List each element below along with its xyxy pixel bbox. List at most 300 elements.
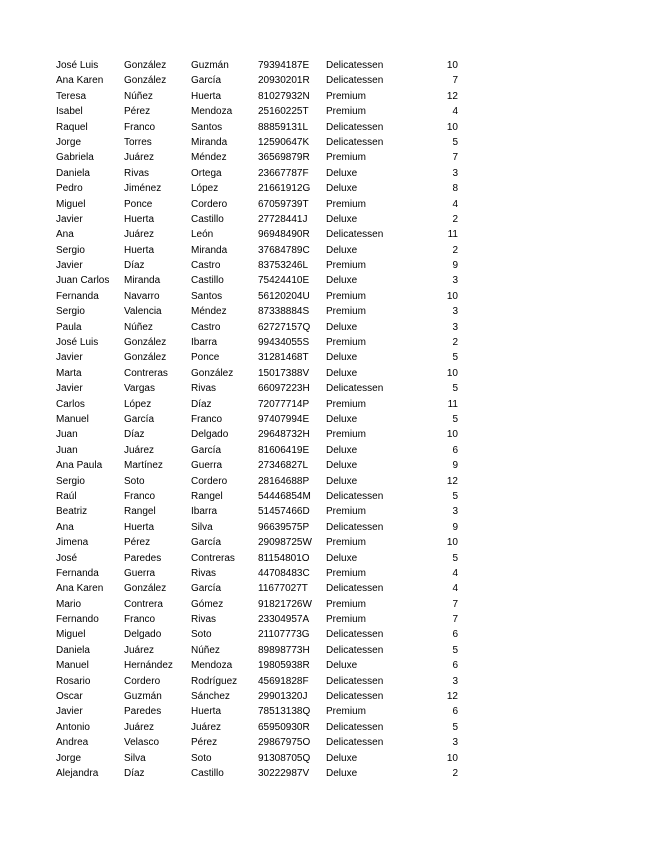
first-name-cell: Isabel — [56, 106, 83, 118]
second-surname-cell: Soto — [191, 752, 212, 764]
second-surname-cell: Castro — [191, 260, 221, 272]
first-surname-cell: Rangel — [124, 506, 156, 518]
quantity-cell: 6 — [452, 629, 458, 641]
quantity-cell: 5 — [452, 721, 458, 733]
category-cell: Deluxe — [326, 213, 358, 225]
category-cell: Premium — [326, 90, 367, 102]
category-cell: Delicatessen — [326, 136, 384, 148]
first-name-cell: Gabriela — [56, 152, 94, 164]
first-name-cell: Sergio — [56, 244, 85, 256]
second-surname-cell: Delgado — [191, 429, 229, 441]
first-name-cell: Ana — [56, 521, 74, 533]
category-cell: Deluxe — [326, 367, 358, 379]
category-cell: Delicatessen — [326, 121, 384, 133]
category-cell: Delicatessen — [326, 691, 384, 703]
category-cell: Delicatessen — [326, 383, 384, 395]
id-number-cell: 54446854M — [258, 490, 311, 502]
first-surname-cell: García — [124, 413, 155, 425]
table-row — [56, 73, 476, 88]
table-row — [56, 335, 476, 350]
quantity-cell: 9 — [452, 260, 458, 272]
second-surname-cell: Guerra — [191, 460, 223, 472]
category-cell: Deluxe — [326, 444, 358, 456]
second-surname-cell: Soto — [191, 629, 212, 641]
quantity-cell: 5 — [452, 136, 458, 148]
first-surname-cell: Juárez — [124, 721, 155, 733]
id-number-cell: 62727157Q — [258, 321, 311, 333]
quantity-cell: 4 — [452, 106, 458, 118]
table-row — [56, 643, 476, 658]
category-cell: Delicatessen — [326, 60, 384, 71]
first-surname-cell: Núñez — [124, 321, 153, 333]
category-cell: Premium — [326, 537, 367, 549]
quantity-cell: 10 — [446, 290, 458, 302]
first-name-cell: Daniela — [56, 644, 90, 656]
table-row — [56, 443, 476, 458]
quantity-cell: 12 — [446, 90, 458, 102]
second-surname-cell: Ponce — [191, 352, 220, 364]
id-number-cell: 19805938R — [258, 660, 310, 672]
second-surname-cell: García — [191, 537, 222, 549]
category-cell: Deluxe — [326, 352, 358, 364]
category-cell: Premium — [326, 306, 367, 318]
table-row — [56, 489, 476, 504]
first-surname-cell: Navarro — [124, 290, 160, 302]
first-name-cell: Daniela — [56, 167, 90, 179]
second-surname-cell: Miranda — [191, 136, 228, 148]
first-name-cell: Andrea — [56, 737, 89, 749]
category-cell: Delicatessen — [326, 721, 384, 733]
table-row — [56, 58, 476, 73]
table-row — [56, 504, 476, 519]
id-number-cell: 37684789C — [258, 244, 310, 256]
first-name-cell: Fernanda — [56, 290, 99, 302]
id-number-cell: 25160225T — [258, 106, 309, 118]
quantity-cell: 3 — [452, 737, 458, 749]
first-name-cell: Jorge — [56, 136, 82, 148]
table-row — [56, 704, 476, 719]
first-name-cell: Paula — [56, 321, 82, 333]
first-name-cell: Javier — [56, 383, 83, 395]
quantity-cell: 6 — [452, 660, 458, 672]
category-cell: Delicatessen — [326, 629, 384, 641]
table-row — [56, 766, 476, 781]
first-surname-cell: Franco — [124, 121, 156, 133]
second-surname-cell: Juárez — [191, 721, 222, 733]
table-row — [56, 612, 476, 627]
category-cell: Deluxe — [326, 660, 358, 672]
quantity-cell: 3 — [452, 167, 458, 179]
id-number-cell: 23304957A — [258, 614, 310, 626]
category-cell: Delicatessen — [326, 521, 384, 533]
id-number-cell: 29098725W — [258, 537, 312, 549]
id-number-cell: 89898773H — [258, 644, 310, 656]
first-surname-cell: Díaz — [124, 767, 145, 779]
second-surname-cell: Gómez — [191, 598, 224, 610]
first-name-cell: Mario — [56, 598, 82, 610]
first-surname-cell: Velasco — [124, 737, 160, 749]
first-surname-cell: Juárez — [124, 444, 155, 456]
id-number-cell: 65950930R — [258, 721, 310, 733]
table-row — [56, 227, 476, 242]
first-surname-cell: Juárez — [124, 152, 155, 164]
id-number-cell: 99434055S — [258, 337, 310, 349]
category-cell: Premium — [326, 429, 367, 441]
second-surname-cell: Méndez — [191, 306, 227, 318]
second-surname-cell: Guzmán — [191, 60, 229, 71]
first-surname-cell: Pérez — [124, 106, 151, 118]
first-name-cell: Oscar — [56, 691, 83, 703]
table-row — [56, 381, 476, 396]
second-surname-cell: Santos — [191, 290, 223, 302]
table-row — [56, 581, 476, 596]
second-surname-cell: Pérez — [191, 737, 218, 749]
quantity-cell: 8 — [452, 183, 458, 195]
second-surname-cell: Ortega — [191, 167, 222, 179]
first-surname-cell: Martínez — [124, 460, 163, 472]
quantity-cell: 10 — [446, 367, 458, 379]
second-surname-cell: López — [191, 183, 219, 195]
first-surname-cell: Valencia — [124, 306, 162, 318]
category-cell: Premium — [326, 290, 367, 302]
first-name-cell: Marta — [56, 367, 82, 379]
second-surname-cell: Castillo — [191, 767, 224, 779]
second-surname-cell: Sánchez — [191, 691, 230, 703]
first-surname-cell: Díaz — [124, 260, 145, 272]
second-surname-cell: Mendoza — [191, 660, 233, 672]
table-row — [56, 520, 476, 535]
quantity-cell: 10 — [446, 121, 458, 133]
quantity-cell: 4 — [452, 567, 458, 579]
first-name-cell: Antonio — [56, 721, 90, 733]
quantity-cell: 7 — [452, 614, 458, 626]
first-surname-cell: Guzmán — [124, 691, 162, 703]
category-cell: Premium — [326, 337, 367, 349]
table-row — [56, 535, 476, 550]
second-surname-cell: Franco — [191, 413, 223, 425]
first-name-cell: Pedro — [56, 183, 83, 195]
quantity-cell: 2 — [452, 244, 458, 256]
first-surname-cell: González — [124, 60, 167, 71]
first-surname-cell: Guerra — [124, 567, 156, 579]
table-row — [56, 150, 476, 165]
first-surname-cell: Huerta — [124, 213, 155, 225]
table-row — [56, 366, 476, 381]
id-number-cell: 97407994E — [258, 413, 310, 425]
second-surname-cell: García — [191, 444, 222, 456]
category-cell: Deluxe — [326, 321, 358, 333]
id-number-cell: 66097223H — [258, 383, 310, 395]
quantity-cell: 5 — [452, 413, 458, 425]
second-surname-cell: Castillo — [191, 213, 224, 225]
first-surname-cell: Paredes — [124, 706, 162, 718]
category-cell: Deluxe — [326, 460, 358, 472]
id-number-cell: 21107773G — [258, 629, 310, 641]
id-number-cell: 12590647K — [258, 136, 310, 148]
second-surname-cell: Rivas — [191, 383, 217, 395]
table-row — [56, 627, 476, 642]
category-cell: Deluxe — [326, 767, 358, 779]
first-surname-cell: González — [124, 352, 167, 364]
id-number-cell: 51457466D — [258, 506, 310, 518]
table-row — [56, 258, 476, 273]
quantity-cell: 3 — [452, 275, 458, 287]
quantity-cell: 11 — [447, 229, 458, 241]
id-number-cell: 96639575P — [258, 521, 310, 533]
first-surname-cell: Franco — [124, 614, 156, 626]
quantity-cell: 5 — [452, 490, 458, 502]
quantity-cell: 9 — [452, 521, 458, 533]
category-cell: Deluxe — [326, 167, 358, 179]
second-surname-cell: Ibarra — [191, 337, 218, 349]
category-cell: Premium — [326, 106, 367, 118]
table-row — [56, 212, 476, 227]
table-row — [56, 689, 476, 704]
quantity-cell: 10 — [446, 429, 458, 441]
table-row — [56, 243, 476, 258]
id-number-cell: 23667787F — [258, 167, 309, 179]
second-surname-cell: Díaz — [191, 398, 212, 410]
first-surname-cell: Ponce — [124, 198, 153, 210]
table-row — [56, 104, 476, 119]
id-number-cell: 11677027T — [258, 583, 308, 595]
first-name-cell: Javier — [56, 260, 83, 272]
first-surname-cell: Silva — [124, 752, 146, 764]
second-surname-cell: Méndez — [191, 152, 227, 164]
first-surname-cell: Paredes — [124, 552, 162, 564]
second-surname-cell: Huerta — [191, 90, 222, 102]
table-row — [56, 89, 476, 104]
quantity-cell: 4 — [452, 198, 458, 210]
second-surname-cell: Castillo — [191, 275, 224, 287]
first-name-cell: Miguel — [56, 629, 86, 641]
first-name-cell: Juan Carlos — [56, 275, 110, 287]
id-number-cell: 87338884S — [258, 306, 310, 318]
first-name-cell: Ana Paula — [56, 460, 103, 472]
category-cell: Delicatessen — [326, 644, 384, 656]
quantity-cell: 5 — [452, 383, 458, 395]
id-number-cell: 91308705Q — [258, 752, 311, 764]
quantity-cell: 12 — [446, 475, 458, 487]
first-surname-cell: Rivas — [124, 167, 150, 179]
id-number-cell: 27346827L — [258, 460, 309, 472]
category-cell: Deluxe — [326, 275, 358, 287]
quantity-cell: 11 — [447, 398, 458, 410]
table-row — [56, 412, 476, 427]
first-name-cell: Javier — [56, 706, 83, 718]
table-row — [56, 566, 476, 581]
category-cell: Deluxe — [326, 413, 358, 425]
category-cell: Deluxe — [326, 183, 358, 195]
first-name-cell: Raquel — [56, 121, 88, 133]
first-surname-cell: Vargas — [124, 383, 155, 395]
table-row — [56, 289, 476, 304]
quantity-cell: 3 — [452, 506, 458, 518]
first-name-cell: Manuel — [56, 413, 89, 425]
id-number-cell: 27728441J — [258, 213, 308, 225]
id-number-cell: 29901320J — [258, 691, 308, 703]
first-name-cell: Manuel — [56, 660, 89, 672]
second-surname-cell: Rivas — [191, 614, 217, 626]
quantity-cell: 2 — [452, 213, 458, 225]
data-table — [56, 58, 476, 781]
first-surname-cell: Jiménez — [124, 183, 162, 195]
first-surname-cell: Miranda — [124, 275, 161, 287]
id-number-cell: 21661912G — [258, 183, 311, 195]
category-cell: Premium — [326, 398, 367, 410]
first-name-cell: Juan — [56, 429, 78, 441]
table-row — [56, 320, 476, 335]
id-number-cell: 20930201R — [258, 75, 310, 87]
second-surname-cell: Núñez — [191, 644, 220, 656]
quantity-cell: 2 — [452, 337, 458, 349]
table-row — [56, 397, 476, 412]
first-surname-cell: González — [124, 583, 167, 595]
id-number-cell: 28164688P — [258, 475, 310, 487]
table-row — [56, 674, 476, 689]
table-row — [56, 273, 476, 288]
first-surname-cell: Hernández — [124, 660, 173, 672]
id-number-cell: 96948490R — [258, 229, 310, 241]
id-number-cell: 31281468T — [258, 352, 309, 364]
quantity-cell: 4 — [452, 583, 458, 595]
table-row — [56, 720, 476, 735]
first-surname-cell: Pérez — [124, 537, 151, 549]
quantity-cell: 7 — [452, 152, 458, 164]
table-row — [56, 166, 476, 181]
category-cell: Delicatessen — [326, 737, 384, 749]
table-row — [56, 751, 476, 766]
category-cell: Premium — [326, 567, 367, 579]
first-name-cell: Miguel — [56, 198, 86, 210]
first-surname-cell: Delgado — [124, 629, 162, 641]
second-surname-cell: Silva — [191, 521, 213, 533]
first-surname-cell: Juárez — [124, 644, 155, 656]
second-surname-cell: Rivas — [191, 567, 217, 579]
category-cell: Delicatessen — [326, 675, 384, 687]
quantity-cell: 7 — [452, 75, 458, 87]
id-number-cell: 83753246L — [258, 260, 309, 272]
category-cell: Premium — [326, 506, 367, 518]
second-surname-cell: González — [191, 367, 234, 379]
quantity-cell: 3 — [452, 675, 458, 687]
category-cell: Premium — [326, 260, 367, 272]
category-cell: Delicatessen — [326, 490, 384, 502]
first-name-cell: José Luis — [56, 337, 99, 349]
first-name-cell: Alejandra — [56, 767, 99, 779]
first-name-cell: Ana Karen — [56, 583, 104, 595]
second-surname-cell: Ibarra — [191, 506, 218, 518]
first-surname-cell: González — [124, 75, 167, 87]
second-surname-cell: Mendoza — [191, 106, 233, 118]
category-cell: Deluxe — [326, 244, 358, 256]
first-name-cell: Ana Karen — [56, 75, 104, 87]
second-surname-cell: Rodríguez — [191, 675, 238, 687]
first-name-cell: Ana — [56, 229, 74, 241]
category-cell: Premium — [326, 598, 367, 610]
table-row — [56, 181, 476, 196]
quantity-cell: 3 — [452, 306, 458, 318]
category-cell: Deluxe — [326, 475, 358, 487]
id-number-cell: 79394187E — [258, 60, 310, 71]
first-surname-cell: Contreras — [124, 367, 168, 379]
category-cell: Delicatessen — [326, 583, 384, 595]
id-number-cell: 91821726W — [258, 598, 312, 610]
category-cell: Premium — [326, 198, 367, 210]
second-surname-cell: Cordero — [191, 475, 228, 487]
category-cell: Delicatessen — [326, 229, 384, 241]
category-cell: Delicatessen — [326, 75, 384, 87]
category-cell: Premium — [326, 152, 367, 164]
quantity-cell: 6 — [452, 706, 458, 718]
table-row — [56, 735, 476, 750]
first-surname-cell: González — [124, 337, 167, 349]
id-number-cell: 44708483C — [258, 567, 310, 579]
quantity-cell: 6 — [452, 444, 458, 456]
id-number-cell: 36569879R — [258, 152, 310, 164]
quantity-cell: 7 — [452, 598, 458, 610]
table-row — [56, 551, 476, 566]
category-cell: Deluxe — [326, 752, 358, 764]
first-surname-cell: Díaz — [124, 429, 145, 441]
first-surname-cell: Huerta — [124, 244, 155, 256]
id-number-cell: 88859131L — [258, 121, 309, 133]
first-surname-cell: Huerta — [124, 521, 155, 533]
quantity-cell: 10 — [446, 537, 458, 549]
id-number-cell: 45691828F — [258, 675, 309, 687]
first-surname-cell: López — [124, 398, 152, 410]
second-surname-cell: García — [191, 75, 222, 87]
second-surname-cell: Castro — [191, 321, 221, 333]
first-surname-cell: Cordero — [124, 675, 161, 687]
table-row — [56, 597, 476, 612]
quantity-cell: 9 — [452, 460, 458, 472]
quantity-cell: 5 — [452, 352, 458, 364]
quantity-cell: 2 — [452, 767, 458, 779]
first-surname-cell: Franco — [124, 490, 156, 502]
first-surname-cell: Núñez — [124, 90, 153, 102]
category-cell: Premium — [326, 706, 367, 718]
first-name-cell: Javier — [56, 352, 83, 364]
table-row — [56, 197, 476, 212]
category-cell: Deluxe — [326, 552, 358, 564]
first-name-cell: Raúl — [56, 490, 77, 502]
first-name-cell: Fernanda — [56, 567, 99, 579]
id-number-cell: 15017388V — [258, 367, 310, 379]
id-number-cell: 72077714P — [258, 398, 310, 410]
second-surname-cell: Cordero — [191, 198, 228, 210]
first-surname-cell: Torres — [124, 136, 152, 148]
first-name-cell: José Luis — [56, 60, 99, 71]
id-number-cell: 78513138Q — [258, 706, 311, 718]
first-name-cell: Carlos — [56, 398, 85, 410]
first-name-cell: Sergio — [56, 475, 85, 487]
second-surname-cell: Miranda — [191, 244, 228, 256]
id-number-cell: 67059739T — [258, 198, 309, 210]
second-surname-cell: Contreras — [191, 552, 235, 564]
id-number-cell: 81027932N — [258, 90, 310, 102]
second-surname-cell: García — [191, 583, 222, 595]
table-row — [56, 350, 476, 365]
quantity-cell: 5 — [452, 552, 458, 564]
quantity-cell: 10 — [446, 752, 458, 764]
first-name-cell: Beatriz — [56, 506, 88, 518]
quantity-cell: 12 — [446, 691, 458, 703]
first-surname-cell: Soto — [124, 475, 145, 487]
first-name-cell: Sergio — [56, 306, 85, 318]
second-surname-cell: León — [191, 229, 214, 241]
first-name-cell: Fernando — [56, 614, 99, 626]
